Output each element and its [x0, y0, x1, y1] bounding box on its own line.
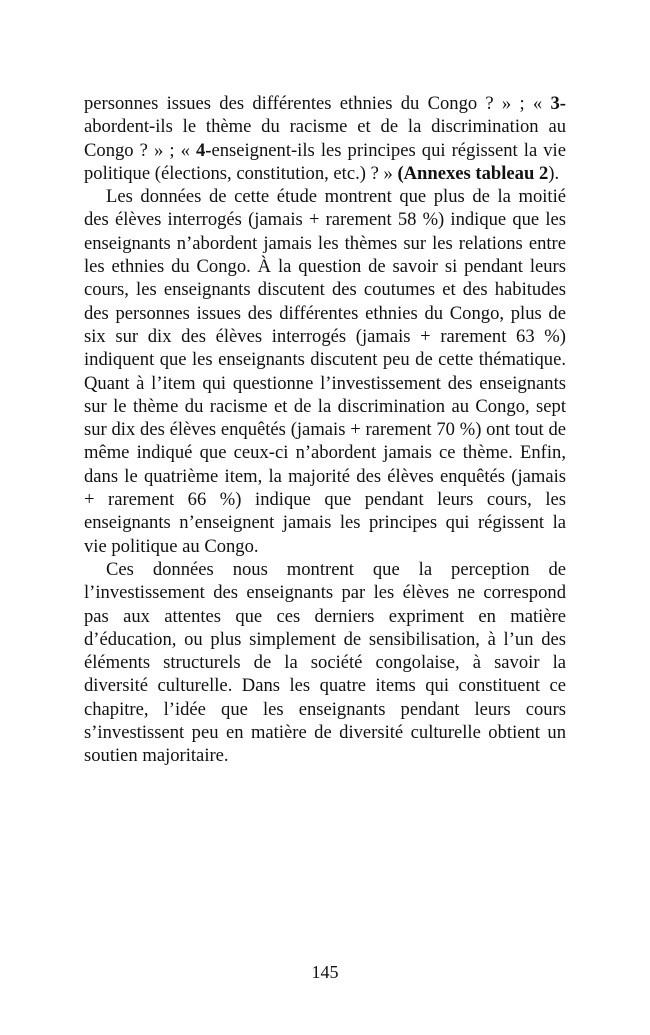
page-number: 145 — [311, 962, 339, 982]
annex-reference: (Annexes tableau 2 — [397, 162, 549, 184]
text-segment: personnes issues des différentes ethnies du Congo ? » ; « — [84, 93, 551, 114]
paragraph-conclusion — [84, 558, 566, 768]
text-segment: Ces données nous montrent que la perception de l’investissement des enseignants par les élèves ne correspond pas aux attentes que ces derniers expriment en matière d’éducation, ou plus simplement de sensibilisation, à l’un des éléments structurels de la société congolaise, à savoir la diversité culturelle. Dans les quatre items qui constituent ce chapitre, l’idée que les enseignants pendant leurs cours s’investissent peu en matière de diversité culturelle obtient un soutien majoritaire. — [84, 558, 566, 767]
text-segment: enseignent-ils les principes qui régissent la vie politique (élections, constitution, etc.) ? » — [84, 139, 566, 184]
item-number-bold: 3- — [550, 93, 566, 114]
text-segment: ). — [548, 162, 560, 184]
text-segment: Les données de cette étude montrent que plus de la moitié des élèves interrogés (jamais + rarement 58 %) indique que les enseignants n’abordent jamais les thèmes sur les relations entre les ethnies du Congo. À la question de savoir si pendant leurs cours, les enseignants discutent des coutumes et des habitudes des personnes issues des différentes ethnies du Congo, plus de six sur dix des élèves interrogés (jamais + rarement 63 %) indiquent que les enseignants discutent peu de cette thématique. Quant à l’item qui questionne l’investissement des enseignants sur le thème du racisme et de la discrimination au Congo, sept sur dix des élèves enquêtés (jamais + rarement 70 %) ont tout de même indiqué que ceux-ci n’abordent jamais ce thème. Enfin, dans le quatrième item, la majorité des élèves enquêtés (jamais + rarement 66 %) indique que pendant leurs cours, les enseignants n’enseignent jamais les principes qui régissent la vie politique au Congo. — [84, 186, 566, 557]
text-segment: abordent-ils le thème du racisme et de la discrimination au Congo ? » ; « — [84, 116, 566, 161]
paragraph-continuation — [84, 92, 566, 185]
item-number-bold: 4- — [195, 139, 212, 161]
paragraph-results — [84, 185, 566, 558]
page-body — [84, 92, 566, 768]
